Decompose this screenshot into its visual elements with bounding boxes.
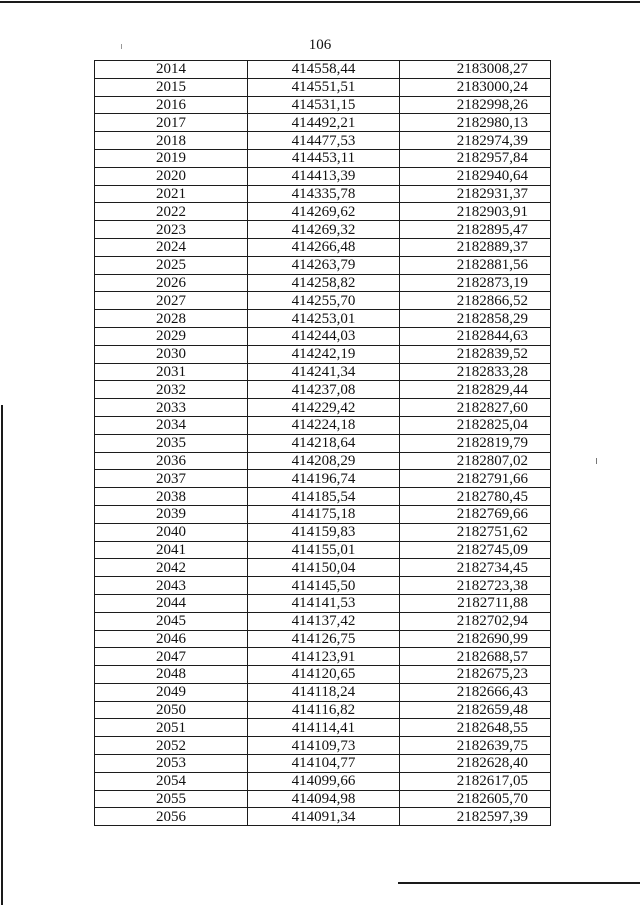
- point-number-cell: 2047: [95, 648, 248, 666]
- table-row: [95, 488, 551, 506]
- table-row: [95, 274, 551, 292]
- x-coordinate-cell: 414253,01: [248, 310, 400, 328]
- x-coordinate-cell: 414091,34: [248, 808, 400, 826]
- y-coordinate-cell: 2182974,39: [400, 132, 551, 150]
- x-coordinate-cell: 414269,32: [248, 221, 400, 239]
- table-row: [95, 292, 551, 310]
- x-coordinate-cell: 414208,29: [248, 452, 400, 470]
- y-coordinate-cell: 2182881,56: [400, 256, 551, 274]
- table-row: [95, 470, 551, 488]
- y-coordinate-cell: 2182931,37: [400, 185, 551, 203]
- x-coordinate-cell: 414237,08: [248, 381, 400, 399]
- y-coordinate-cell: 2182833,28: [400, 363, 551, 381]
- x-coordinate-cell: 414126,75: [248, 630, 400, 648]
- x-coordinate-cell: 414242,19: [248, 345, 400, 363]
- table-row: [95, 577, 551, 595]
- table-row: [95, 523, 551, 541]
- y-coordinate-cell: 2182690,99: [400, 630, 551, 648]
- y-coordinate-cell: 2182791,66: [400, 470, 551, 488]
- point-number-cell: 2044: [95, 594, 248, 612]
- y-coordinate-cell: 2182889,37: [400, 238, 551, 256]
- table-row: [95, 452, 551, 470]
- table-row: [95, 167, 551, 185]
- scan-border-bottom: [398, 882, 640, 884]
- point-number-cell: 2040: [95, 523, 248, 541]
- y-coordinate-cell: 2182858,29: [400, 310, 551, 328]
- y-coordinate-cell: 2182829,44: [400, 381, 551, 399]
- x-coordinate-cell: 414263,79: [248, 256, 400, 274]
- x-coordinate-cell: 414229,42: [248, 399, 400, 417]
- y-coordinate-cell: 2182605,70: [400, 790, 551, 808]
- point-number-cell: 2053: [95, 755, 248, 773]
- point-number-cell: 2020: [95, 167, 248, 185]
- x-coordinate-cell: 414241,34: [248, 363, 400, 381]
- table-row: [95, 149, 551, 167]
- x-coordinate-cell: 414118,24: [248, 683, 400, 701]
- scan-speck: [596, 458, 597, 464]
- table-row: [95, 345, 551, 363]
- y-coordinate-cell: 2183000,24: [400, 78, 551, 96]
- x-coordinate-cell: 414558,44: [248, 61, 400, 79]
- table-row: [95, 61, 551, 79]
- table-row: [95, 541, 551, 559]
- y-coordinate-cell: 2183008,27: [400, 61, 551, 79]
- x-coordinate-cell: 414104,77: [248, 755, 400, 773]
- page-number: 106: [308, 37, 332, 53]
- point-number-cell: 2021: [95, 185, 248, 203]
- x-coordinate-cell: 414155,01: [248, 541, 400, 559]
- y-coordinate-cell: 2182819,79: [400, 434, 551, 452]
- x-coordinate-cell: 414175,18: [248, 505, 400, 523]
- table-row: [95, 737, 551, 755]
- x-coordinate-cell: 414531,15: [248, 96, 400, 114]
- point-number-cell: 2017: [95, 114, 248, 132]
- table-row: [95, 505, 551, 523]
- table-row: [95, 185, 551, 203]
- x-coordinate-cell: 414196,74: [248, 470, 400, 488]
- point-number-cell: 2026: [95, 274, 248, 292]
- point-number-cell: 2037: [95, 470, 248, 488]
- point-number-cell: 2016: [95, 96, 248, 114]
- point-number-cell: 2015: [95, 78, 248, 96]
- point-number-cell: 2033: [95, 399, 248, 417]
- y-coordinate-cell: 2182980,13: [400, 114, 551, 132]
- y-coordinate-cell: 2182903,91: [400, 203, 551, 221]
- table-row: [95, 363, 551, 381]
- point-number-cell: 2050: [95, 701, 248, 719]
- y-coordinate-cell: 2182769,66: [400, 505, 551, 523]
- x-coordinate-cell: 414109,73: [248, 737, 400, 755]
- x-coordinate-cell: 414335,78: [248, 185, 400, 203]
- x-coordinate-cell: 414094,98: [248, 790, 400, 808]
- y-coordinate-cell: 2182745,09: [400, 541, 551, 559]
- table-row: [95, 701, 551, 719]
- point-number-cell: 2036: [95, 452, 248, 470]
- y-coordinate-cell: 2182807,02: [400, 452, 551, 470]
- y-coordinate-cell: 2182873,19: [400, 274, 551, 292]
- x-coordinate-cell: 414120,65: [248, 666, 400, 684]
- point-number-cell: 2056: [95, 808, 248, 826]
- point-number-cell: 2041: [95, 541, 248, 559]
- coordinates-table-body: [95, 61, 551, 826]
- table-row: [95, 666, 551, 684]
- point-number-cell: 2049: [95, 683, 248, 701]
- table-row: [95, 790, 551, 808]
- table-row: [95, 221, 551, 239]
- table-row: [95, 238, 551, 256]
- y-coordinate-cell: 2182639,75: [400, 737, 551, 755]
- point-number-cell: 2022: [95, 203, 248, 221]
- point-number-cell: 2032: [95, 381, 248, 399]
- point-number-cell: 2035: [95, 434, 248, 452]
- point-number-cell: 2051: [95, 719, 248, 737]
- point-number-cell: 2023: [95, 221, 248, 239]
- point-number-cell: 2054: [95, 772, 248, 790]
- table-row: [95, 78, 551, 96]
- table-row: [95, 683, 551, 701]
- table-row: [95, 612, 551, 630]
- x-coordinate-cell: 414099,66: [248, 772, 400, 790]
- table-row: [95, 132, 551, 150]
- point-number-cell: 2030: [95, 345, 248, 363]
- table-row: [95, 630, 551, 648]
- y-coordinate-cell: 2182895,47: [400, 221, 551, 239]
- y-coordinate-cell: 2182825,04: [400, 416, 551, 434]
- y-coordinate-cell: 2182957,84: [400, 149, 551, 167]
- x-coordinate-cell: 414141,53: [248, 594, 400, 612]
- x-coordinate-cell: 414244,03: [248, 327, 400, 345]
- x-coordinate-cell: 414123,91: [248, 648, 400, 666]
- x-coordinate-cell: 414255,70: [248, 292, 400, 310]
- y-coordinate-cell: 2182866,52: [400, 292, 551, 310]
- point-number-cell: 2025: [95, 256, 248, 274]
- point-number-cell: 2024: [95, 238, 248, 256]
- y-coordinate-cell: 2182940,64: [400, 167, 551, 185]
- y-coordinate-cell: 2182702,94: [400, 612, 551, 630]
- scan-border-top: [0, 1, 640, 3]
- y-coordinate-cell: 2182844,63: [400, 327, 551, 345]
- point-number-cell: 2019: [95, 149, 248, 167]
- y-coordinate-cell: 2182659,48: [400, 701, 551, 719]
- table-row: [95, 256, 551, 274]
- y-coordinate-cell: 2182751,62: [400, 523, 551, 541]
- y-coordinate-cell: 2182723,38: [400, 577, 551, 595]
- x-coordinate-cell: 414218,64: [248, 434, 400, 452]
- point-number-cell: 2031: [95, 363, 248, 381]
- table-row: [95, 648, 551, 666]
- table-row: [95, 559, 551, 577]
- table-row: [95, 719, 551, 737]
- point-number-cell: 2055: [95, 790, 248, 808]
- table-row: [95, 399, 551, 417]
- x-coordinate-cell: 414453,11: [248, 149, 400, 167]
- table-row: [95, 327, 551, 345]
- x-coordinate-cell: 414413,39: [248, 167, 400, 185]
- y-coordinate-cell: 2182780,45: [400, 488, 551, 506]
- point-number-cell: 2027: [95, 292, 248, 310]
- point-number-cell: 2039: [95, 505, 248, 523]
- x-coordinate-cell: 414224,18: [248, 416, 400, 434]
- table-row: [95, 203, 551, 221]
- table-row: [95, 96, 551, 114]
- point-number-cell: 2029: [95, 327, 248, 345]
- x-coordinate-cell: 414269,62: [248, 203, 400, 221]
- y-coordinate-cell: 2182827,60: [400, 399, 551, 417]
- y-coordinate-cell: 2182648,55: [400, 719, 551, 737]
- y-coordinate-cell: 2182666,43: [400, 683, 551, 701]
- y-coordinate-cell: 2182688,57: [400, 648, 551, 666]
- point-number-cell: 2028: [95, 310, 248, 328]
- point-number-cell: 2046: [95, 630, 248, 648]
- y-coordinate-cell: 2182617,05: [400, 772, 551, 790]
- y-coordinate-cell: 2182628,40: [400, 755, 551, 773]
- point-number-cell: 2045: [95, 612, 248, 630]
- point-number-cell: 2042: [95, 559, 248, 577]
- x-coordinate-cell: 414266,48: [248, 238, 400, 256]
- point-number-cell: 2034: [95, 416, 248, 434]
- point-number-cell: 2043: [95, 577, 248, 595]
- point-number-cell: 2048: [95, 666, 248, 684]
- x-coordinate-cell: 414137,42: [248, 612, 400, 630]
- x-coordinate-cell: 414477,53: [248, 132, 400, 150]
- table-row: [95, 594, 551, 612]
- y-coordinate-cell: 2182998,26: [400, 96, 551, 114]
- x-coordinate-cell: 414159,83: [248, 523, 400, 541]
- y-coordinate-cell: 2182734,45: [400, 559, 551, 577]
- table-row: [95, 310, 551, 328]
- point-number-cell: 2052: [95, 737, 248, 755]
- x-coordinate-cell: 414258,82: [248, 274, 400, 292]
- y-coordinate-cell: 2182675,23: [400, 666, 551, 684]
- scan-border-left: [1, 405, 3, 905]
- y-coordinate-cell: 2182711,88: [400, 594, 551, 612]
- x-coordinate-cell: 414551,51: [248, 78, 400, 96]
- table-row: [95, 755, 551, 773]
- coordinates-table: [94, 60, 551, 826]
- x-coordinate-cell: 414185,54: [248, 488, 400, 506]
- point-number-cell: 2018: [95, 132, 248, 150]
- y-coordinate-cell: 2182597,39: [400, 808, 551, 826]
- table-row: [95, 114, 551, 132]
- x-coordinate-cell: 414116,82: [248, 701, 400, 719]
- point-number-cell: 2014: [95, 61, 248, 79]
- table-row: [95, 381, 551, 399]
- table-row: [95, 416, 551, 434]
- table-row: [95, 808, 551, 826]
- x-coordinate-cell: 414145,50: [248, 577, 400, 595]
- x-coordinate-cell: 414150,04: [248, 559, 400, 577]
- table-row: [95, 772, 551, 790]
- y-coordinate-cell: 2182839,52: [400, 345, 551, 363]
- table-row: [95, 434, 551, 452]
- x-coordinate-cell: 414114,41: [248, 719, 400, 737]
- point-number-cell: 2038: [95, 488, 248, 506]
- x-coordinate-cell: 414492,21: [248, 114, 400, 132]
